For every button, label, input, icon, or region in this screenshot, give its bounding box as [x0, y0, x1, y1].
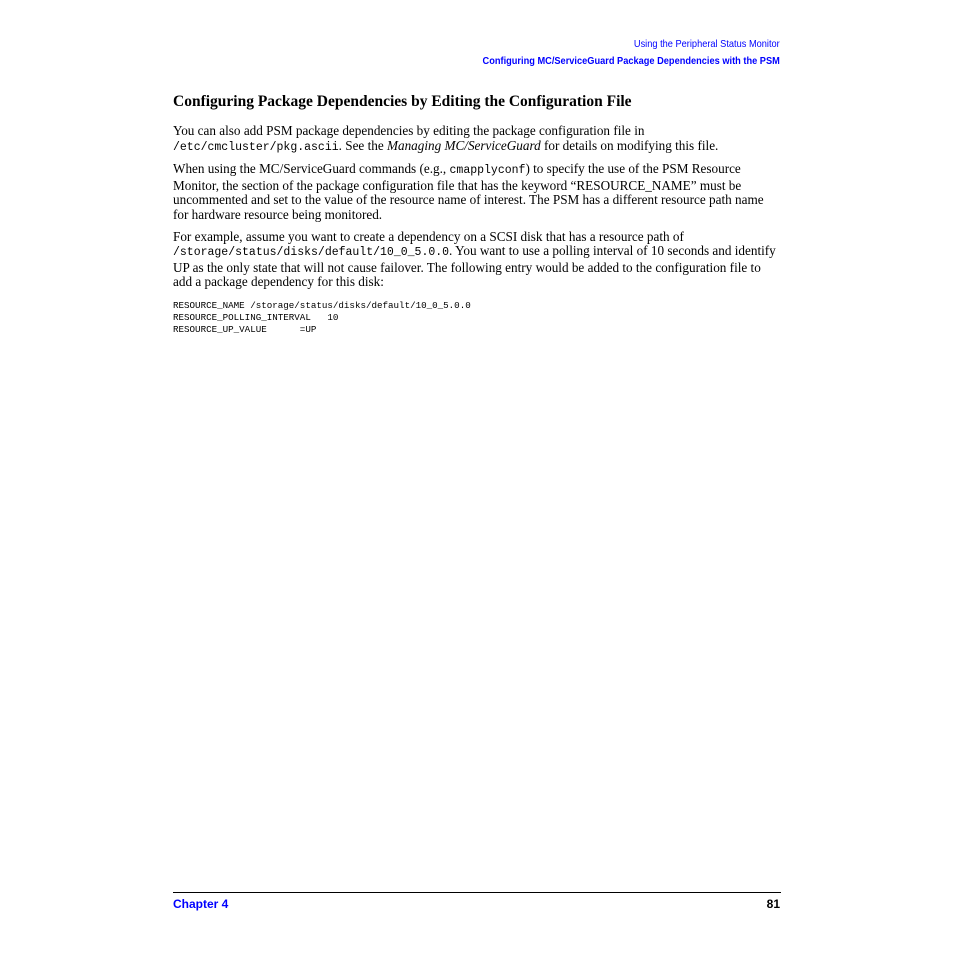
- footer-rule: [173, 892, 781, 893]
- footer-chapter-link[interactable]: Chapter 4: [173, 897, 229, 911]
- code-line-polling-interval: RESOURCE_POLLING_INTERVAL 10: [173, 311, 339, 323]
- paragraph-intro: [173, 124, 780, 155]
- paragraph-example-text-1: For example, assume you want to create a dependency on a SCSI disk that has a resource path of: [173, 228, 684, 244]
- paragraph-intro-text-1: You can also add PSM package dependencies by editing the package configuration file in: [173, 123, 645, 138]
- page-body: [173, 92, 780, 336]
- paragraph-intro-text-3: for details on modifying this file.: [540, 137, 719, 153]
- running-header-section[interactable]: Using the Peripheral Status Monitor: [634, 38, 780, 50]
- scsi-resource-path: /storage/status/disks/default/10_0_5.0.0: [173, 246, 450, 260]
- code-line-resource-name: RESOURCE_NAME /storage/status/disks/default/10_0_5.0.0: [173, 299, 471, 311]
- manual-title: Managing MC/ServiceGuard: [386, 137, 541, 153]
- config-code-block: [173, 300, 780, 336]
- paragraph-serviceguard-commands: [173, 162, 780, 222]
- paragraph-commands-text-1: When using the MC/ServiceGuard commands (e.g.,: [173, 161, 450, 177]
- paragraph-example-text-2: . You want to use a polling interval of 10 seconds and identify UP as the only state that will not cause failover. The following entry would be added to the configuration file to add a package dependency for this disk:: [173, 243, 776, 290]
- paragraph-intro-text-2: . See the: [338, 137, 387, 153]
- pkg-ascii-path: /etc/cmcluster/pkg.ascii: [173, 140, 339, 154]
- page-number: 81: [766, 897, 780, 911]
- running-header-subsection[interactable]: Configuring MC/ServiceGuard Package Dependencies with the PSM: [482, 55, 780, 67]
- cmapplyconf-command: cmapplyconf: [449, 164, 526, 178]
- code-line-up-value: RESOURCE_UP_VALUE =UP: [173, 323, 317, 335]
- paragraph-commands-text-2: ) to specify the use of the PSM Resource Monitor, the section of the package configuration file that has the keyword “RESOURCE_NAME” must be uncommented and set to the value of the resource name of interest. The PSM has a different resource path name for hardware resource being monitored.: [173, 161, 764, 222]
- section-heading: Configuring Package Dependencies by Editing the Configuration File: [173, 93, 632, 110]
- paragraph-example: [173, 230, 780, 290]
